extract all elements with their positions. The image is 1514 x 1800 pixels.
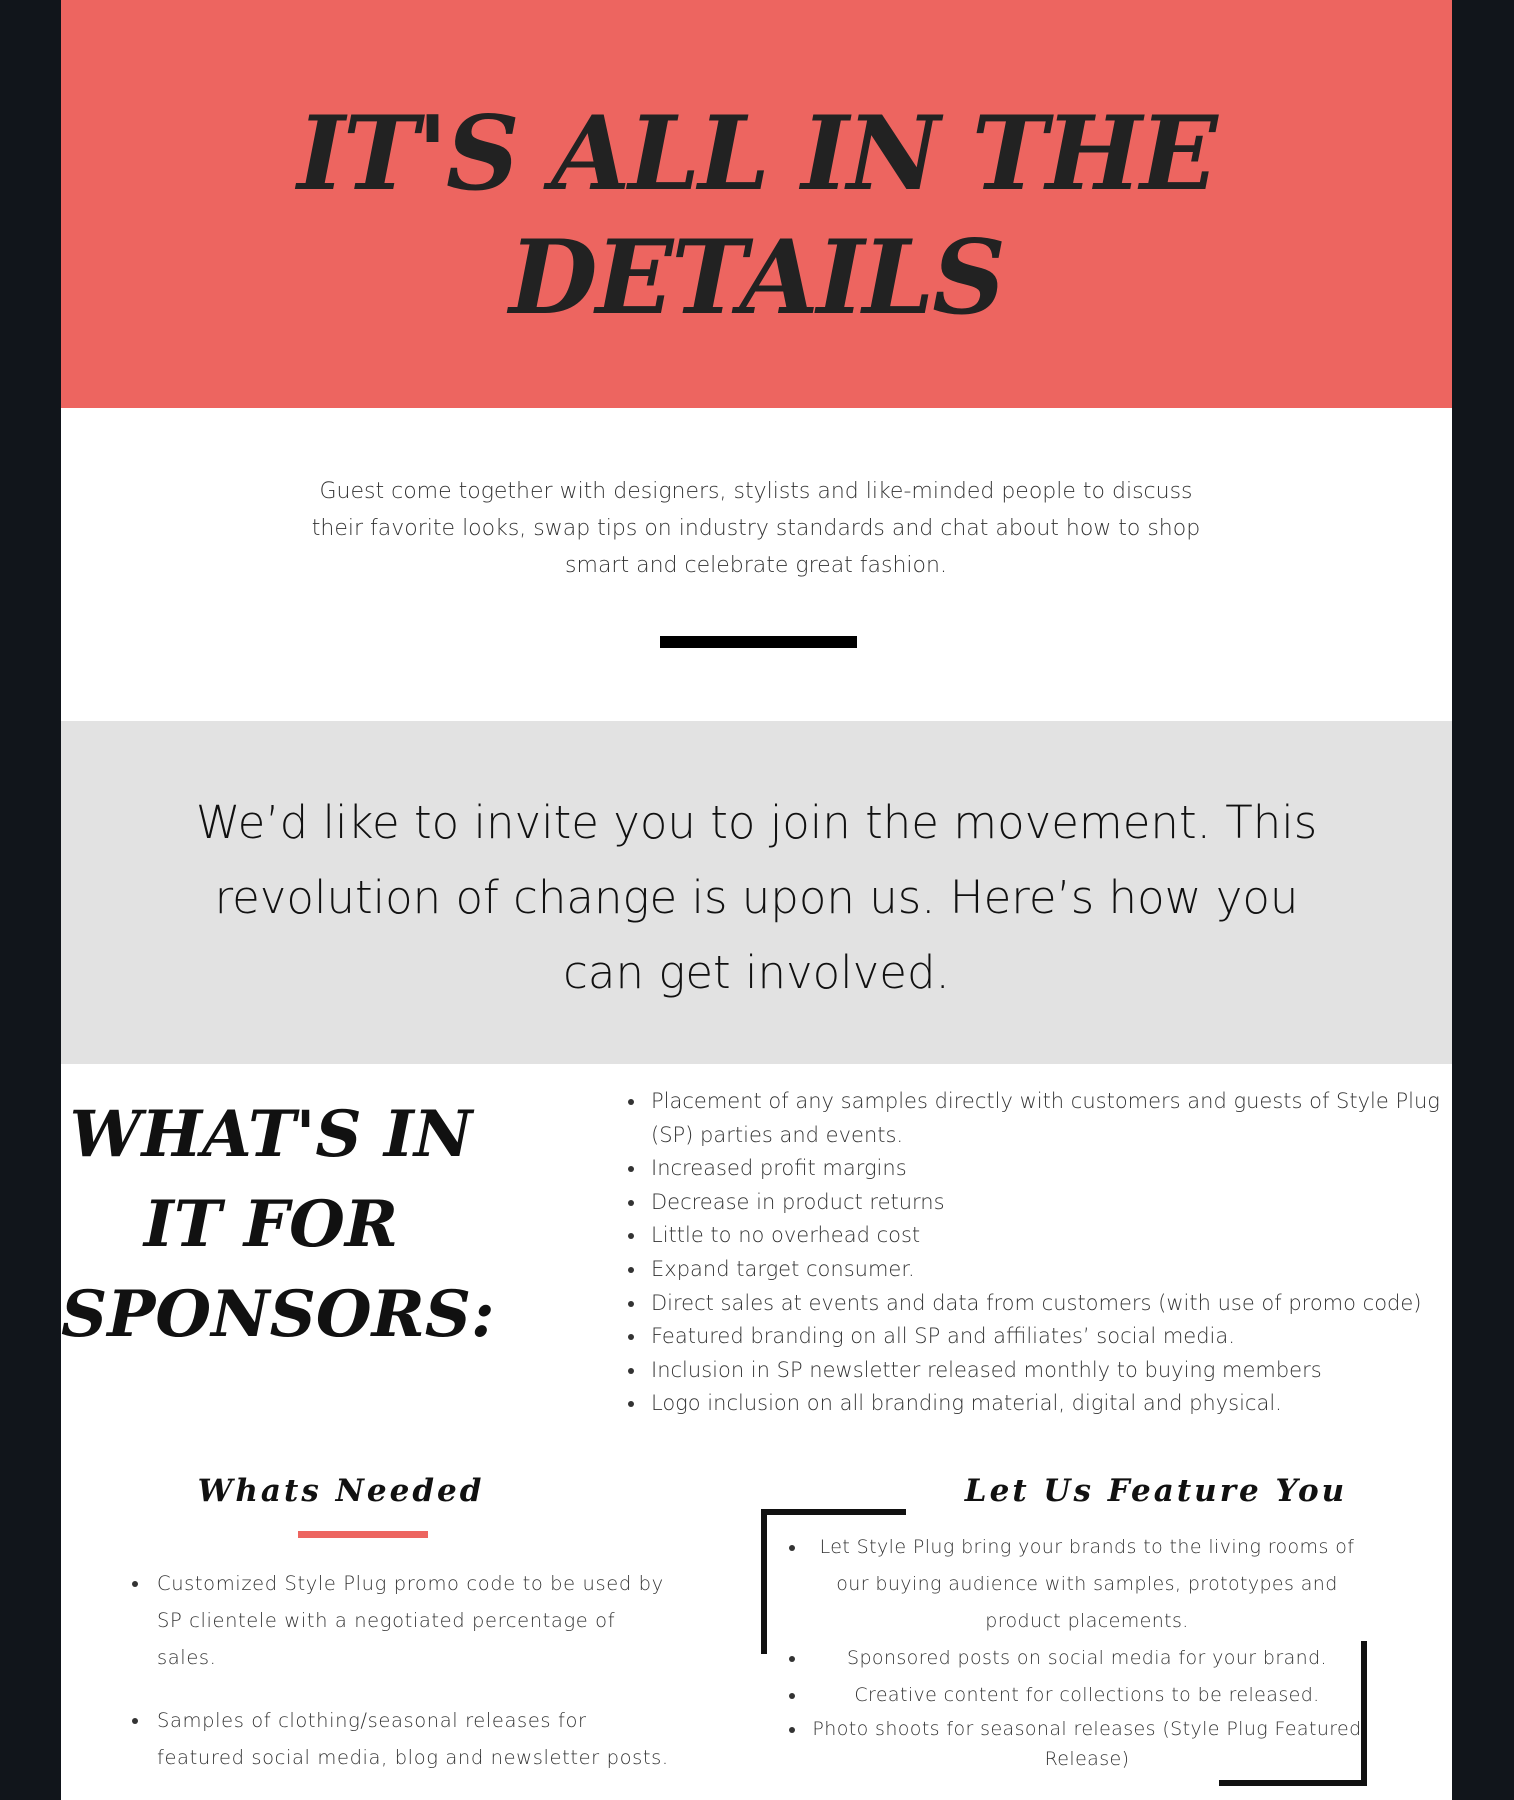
benefit-item: • Little to no overhead cost (647, 1219, 1452, 1253)
feature-you-list (785, 1529, 1367, 1774)
invitation-text: We’d like to invite you to join the movement. This revolution of change is upon us. Here’s how you can get involved. (195, 796, 1318, 999)
benefit-item: • Inclusion in SP newsletter released monthly to buying members (647, 1354, 1452, 1388)
hero-banner (61, 0, 1452, 408)
needed-item: • Customized Style Plug promo code to be used by SP clientele with a negotiated percentage of sales. (151, 1565, 671, 1676)
sponsors-heading (61, 1090, 495, 1360)
intro-paragraph: Guest come together with designers, stylists and like-minded people to discuss their favorite looks, swap tips on industry standards and chat about how to shop smart and celebrate great fashion. (311, 479, 1201, 578)
hero-title (61, 92, 1452, 340)
frame-corner-top (761, 1509, 906, 1515)
hero-title-line-2: DETAILS (509, 218, 1004, 338)
frame-corner-bottom (1219, 1780, 1367, 1786)
heading-underline (298, 1531, 428, 1538)
benefit-item: • Featured branding on all SP and affiliates’ social media. (647, 1320, 1452, 1354)
hero-title-line-1: IT'S ALL IN THE (297, 94, 1216, 214)
feature-you-heading: Let Us Feature You (964, 1473, 1348, 1509)
sponsors-heading-line-3: SPONSORS: (61, 1277, 495, 1352)
feature-item: • Creative content for collections to be released. (807, 1677, 1367, 1714)
sponsors-heading-line-2: IT FOR (143, 1187, 399, 1262)
feature-item: • Let Style Plug bring your brands to the living rooms of our buying audience with samples, prototypes and product placements. (807, 1529, 1367, 1640)
benefit-item: • Placement of any samples directly with customers and guests of Style Plug (SP) parties and events. (647, 1085, 1452, 1152)
benefit-item: • Direct sales at events and data from customers (with use of promo code) (647, 1287, 1452, 1321)
frame-corner-left (761, 1509, 767, 1654)
whats-needed-heading: Whats Needed (197, 1473, 485, 1509)
invitation-band (61, 721, 1452, 1064)
sponsors-heading-line-1: WHAT'S IN (69, 1097, 473, 1172)
sponsor-benefits-list (623, 1085, 1452, 1421)
feature-item: • Photo shoots for seasonal releases (Style Plug Featured Release) (807, 1714, 1367, 1774)
section-divider (660, 636, 857, 648)
benefit-item: • Logo inclusion on all branding material, digital and physical. (647, 1387, 1452, 1421)
needed-item: • Samples of clothing/seasonal releases for featured social media, blog and newsletter posts. (151, 1702, 671, 1776)
benefit-item: • Decrease in product returns (647, 1186, 1452, 1220)
benefit-item: • Expand target consumer. (647, 1253, 1452, 1287)
benefit-item: • Increased profit margins (647, 1152, 1452, 1186)
feature-item: • Sponsored posts on social media for your brand. (807, 1640, 1367, 1677)
whats-needed-list (131, 1565, 671, 1800)
page (61, 0, 1452, 1800)
